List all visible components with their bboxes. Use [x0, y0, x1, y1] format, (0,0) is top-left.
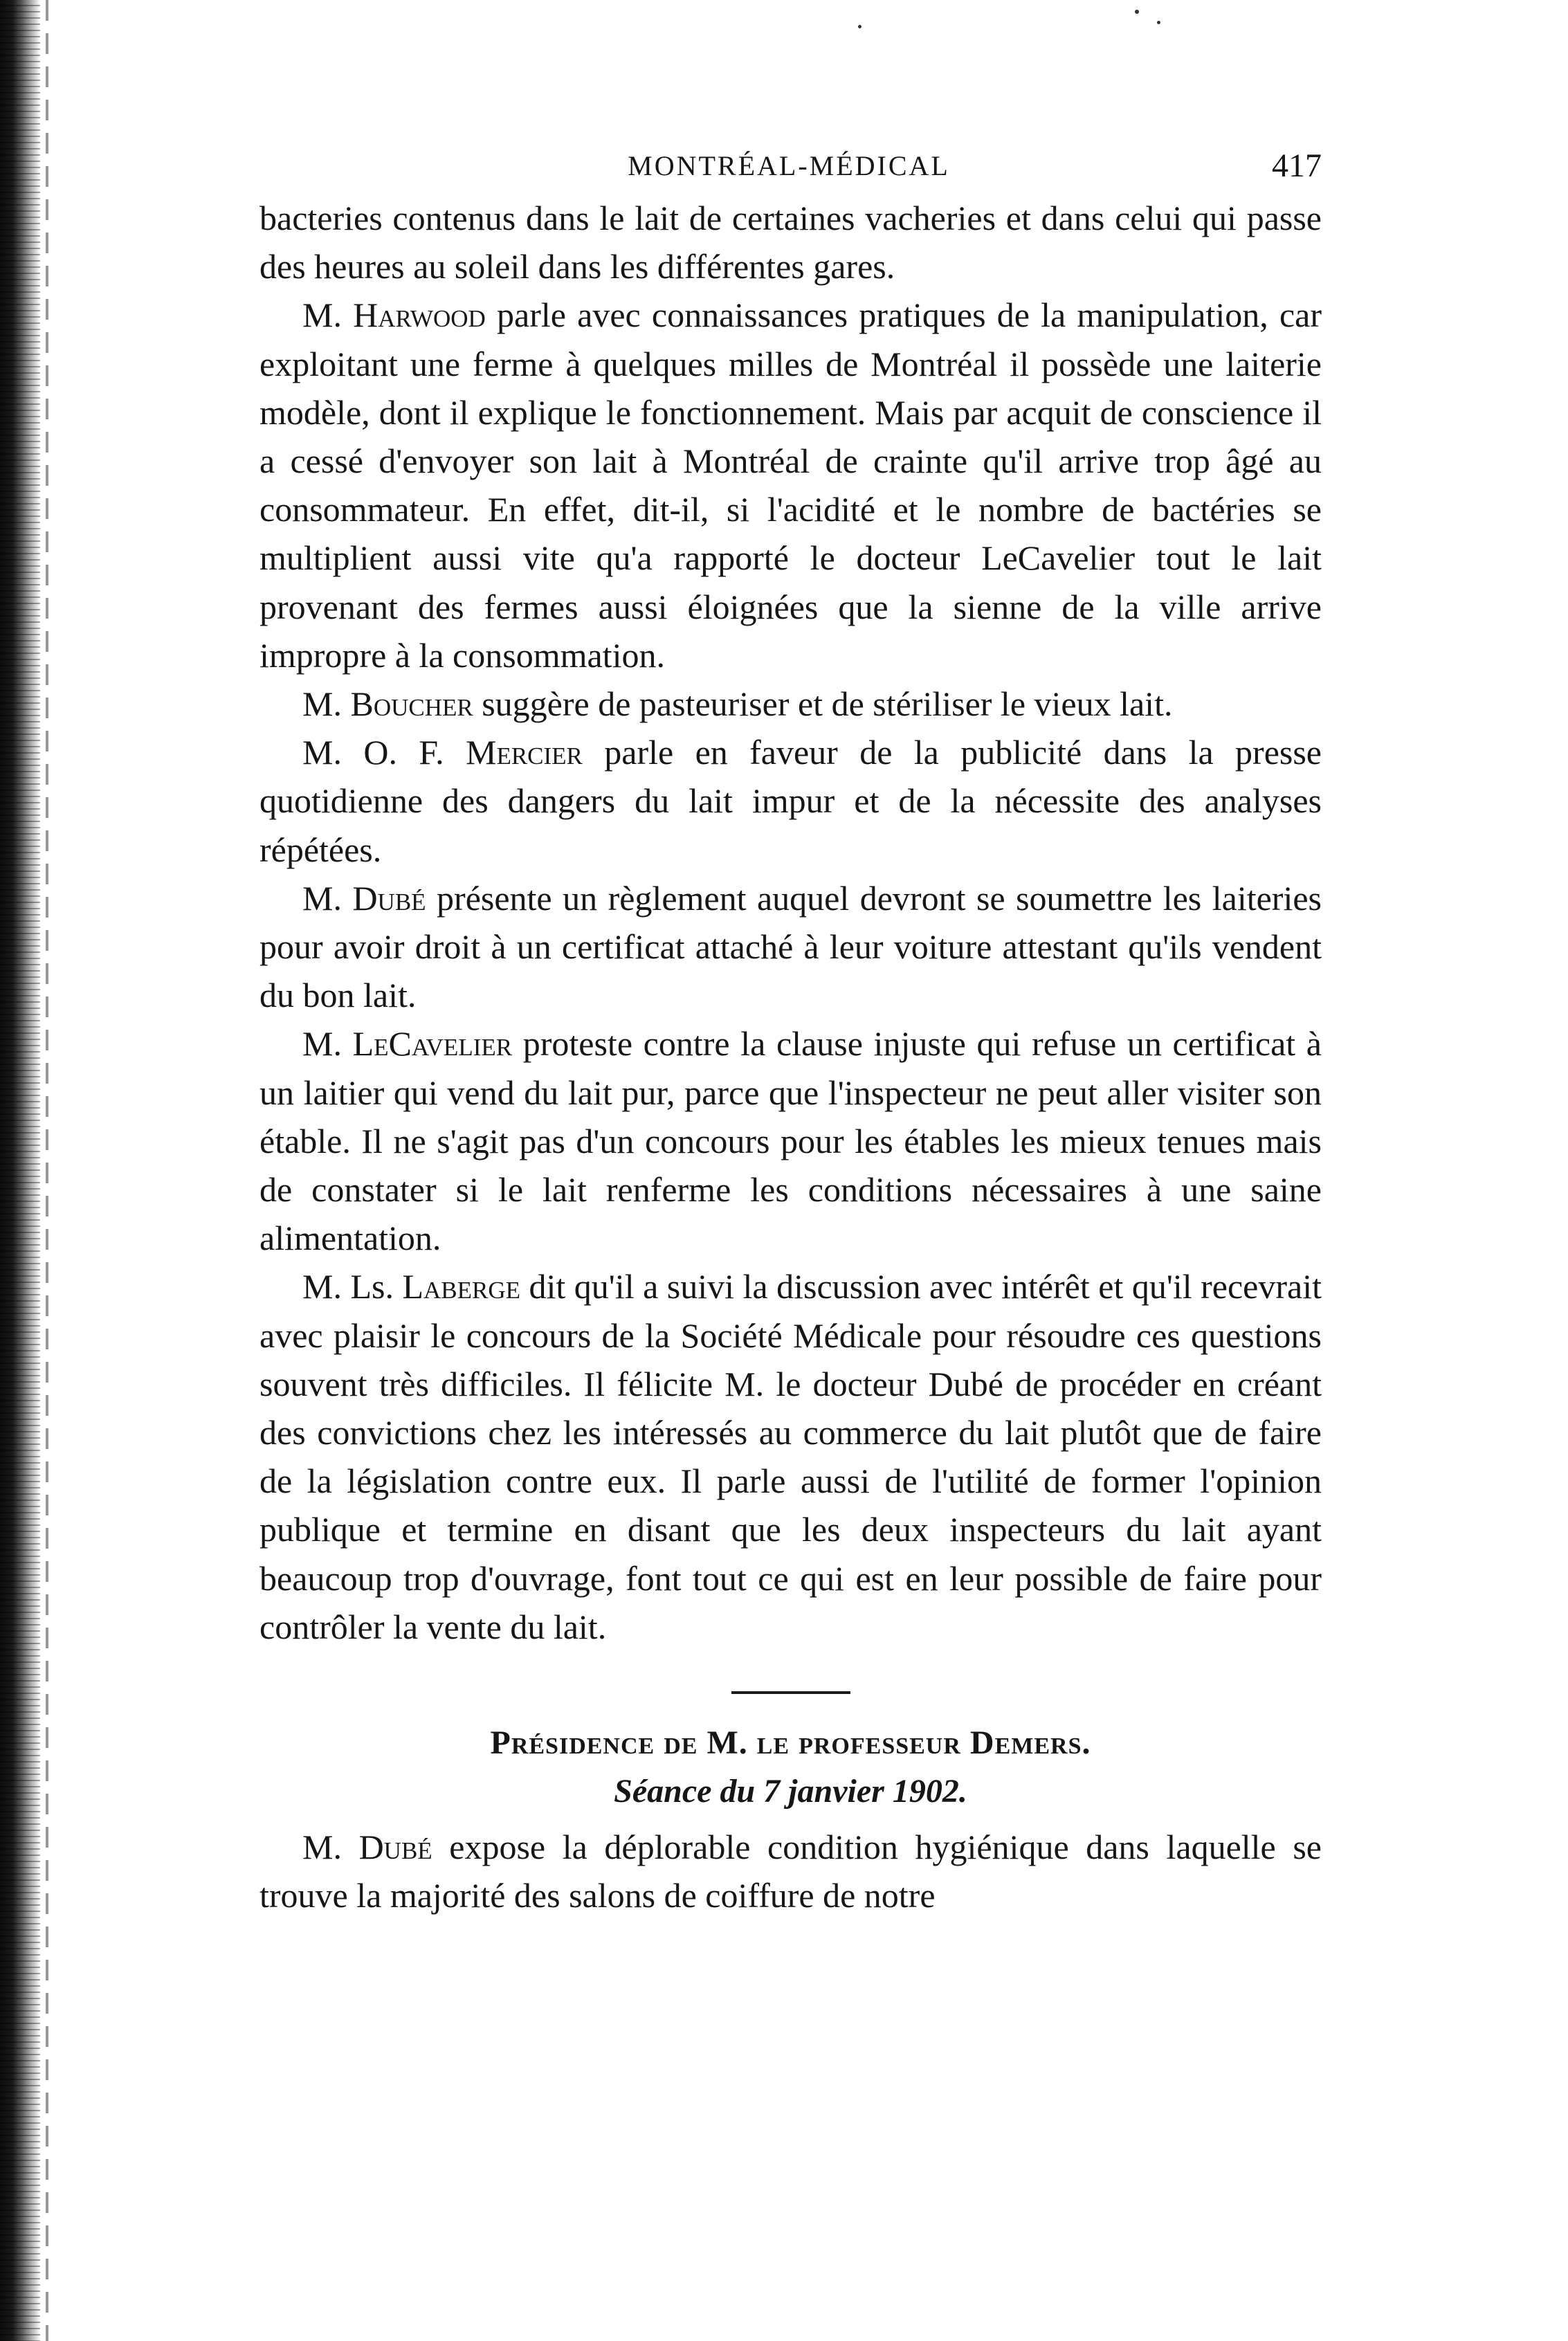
paragraph-text: expose la déplorable condition hygiénique dans laquelle se trouve la majorité des salons de coiffure de notre: [259, 1828, 1322, 1915]
speaker-name: Harwood: [353, 295, 486, 335]
book-binding-edge: [0, 0, 40, 2341]
paragraph-text: M.: [302, 1828, 359, 1867]
section-paragraph: [259, 1823, 1322, 1920]
paragraph-text: M. O. F.: [302, 733, 466, 772]
paragraph-text: dit qu'il a suivi la discussion avec intérêt et qu'il recevrait avec plaisir le concours de la Société Médicale pour résoudre ces questions souvent très difficiles. Il félicite M. le docteur Dubé de procéder en créant des convictions chez les intéressés au commerce du lait plutôt que de faire de la législation contre eux. Il parle aussi de l'utilité de former l'opinion publique et termine en disant que les deux inspecteurs du lait ayant beaucoup trop d'ouvrage, font tout ce qui est en leur possible de faire pour contrôler la vente du lait.: [259, 1267, 1322, 1646]
paragraph-text: M.: [302, 295, 354, 335]
speaker-name: Dubé: [358, 1828, 432, 1867]
paragraph-list: [259, 194, 1322, 1651]
speaker-name: Mercier: [466, 733, 583, 772]
paragraph: [259, 1019, 1322, 1262]
paragraph: [259, 680, 1322, 728]
paragraph: [259, 291, 1322, 680]
paragraph-text: M.: [302, 1024, 353, 1064]
paragraph-text: proteste contre la clause injuste qui refuse un certificat à un laitier qui vend du lait pur, parce que l'inspecteur ne peut aller visiter son étable. Il ne s'agit pas d'un concours pour les étables les mieux tenues mais de constater si le lait renferme les conditions nécessaires à une saine alimentation.: [259, 1024, 1322, 1258]
paragraph-text: bacteries contenus dans le lait de certaines vacheries et dans celui qui passe des heures au soleil dans les différentes gares.: [259, 199, 1322, 286]
speaker-name: Laberge: [402, 1267, 521, 1306]
section-subheading: Séance du 7 janvier 1902.: [614, 1773, 967, 1810]
section-heading: [259, 1719, 1322, 1767]
running-head: [256, 145, 1322, 187]
paragraph-text: M.: [302, 878, 353, 918]
running-title: MONTRÉAL-MÉDICAL: [628, 150, 950, 181]
paragraph-text: parle avec connaissances pratiques de la manipulation, car exploitant une ferme à quelques milles de Montréal il possède une laiterie modèle, dont il explique le fonctionnement. Mais par acquit de conscience il a cessé d'envoyer son lait à Montréal de crainte qu'il arrive trop âgé au consommateur. En effet, dit-il, si l'acidité et le nombre de bactéries se multiplient aussi vite qu'a rapporté le docteur LeCavelier tout le lait provenant des fermes aussi éloignées que la sienne de la ville arrive impropre à la consommation.: [259, 295, 1322, 675]
page-body: [259, 194, 1322, 1920]
paragraph-text: M. Ls.: [302, 1267, 403, 1306]
paragraph-text: M.: [302, 684, 351, 724]
speaker-name: LeCavelier: [352, 1024, 513, 1064]
scan-speck: [858, 25, 862, 28]
speaker-name: Boucher: [350, 684, 473, 724]
page-number: 417: [1272, 147, 1322, 184]
paragraph-text: présente un règlement auquel devront se soumettre les laiteries pour avoir droit à un certificat attaché à leur voiture attestant qu'ils vendent du bon lait.: [259, 878, 1322, 1015]
paragraph: [259, 1262, 1322, 1651]
section-heading-text: Présidence de M. le professeur Demers.: [490, 1724, 1091, 1762]
paragraph-text: suggère de pasteuriser et de stériliser le vieux lait.: [473, 684, 1173, 724]
paragraph: [259, 728, 1322, 874]
scan-speck: [1135, 10, 1139, 14]
speaker-name: Dubé: [352, 878, 426, 918]
paragraph: [259, 874, 1322, 1020]
paragraph: [259, 194, 1322, 291]
section-rule: [731, 1691, 850, 1694]
binding-shadow-line: [46, 0, 48, 2341]
scan-speck: [1157, 21, 1160, 24]
paragraph-text: parle en faveur de la publicité dans la presse quotidienne des dangers du lait impur et de la nécessite des analyses répétées.: [259, 733, 1322, 869]
